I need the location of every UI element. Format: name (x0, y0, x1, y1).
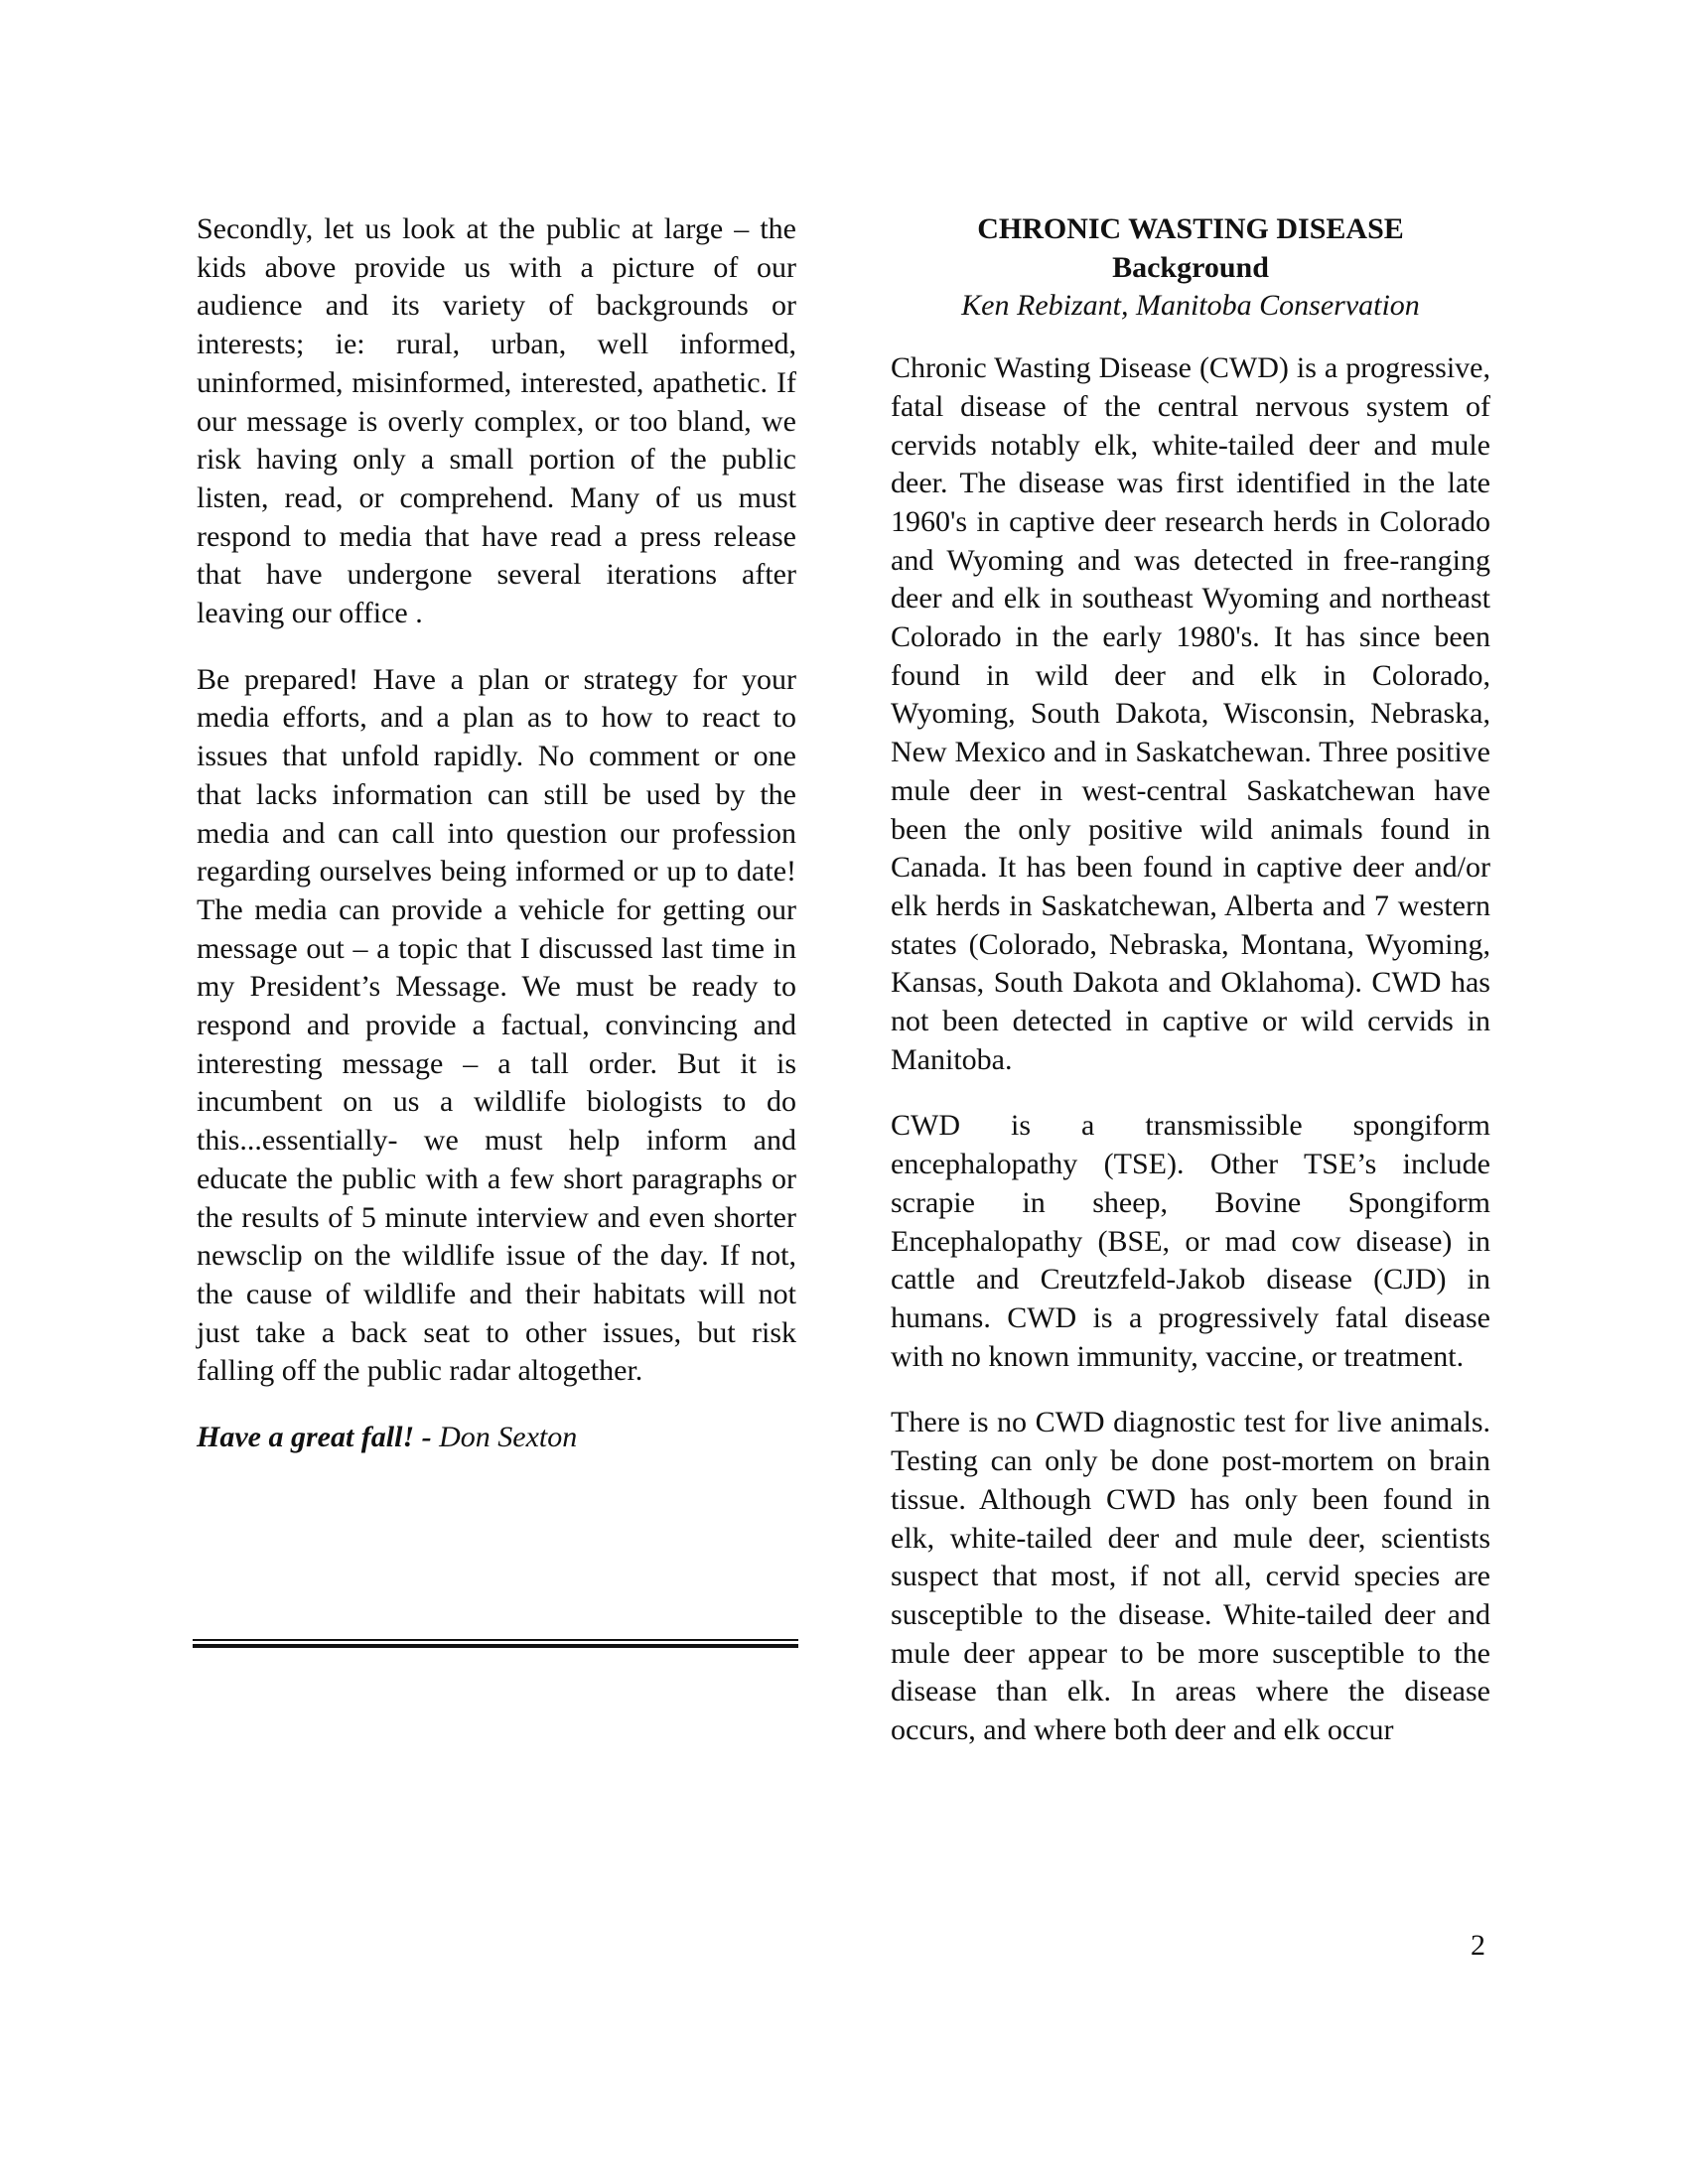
left-paragraph-1: Secondly, let us look at the public at large – the kids above provide us with a picture of our audience and its variety of backgrounds or interests; ie: rural, urban, well informed, uninformed, misinformed, interested, apathetic. If our message is overly complex, or too bland, we risk having only a small portion of the public listen, read, or comprehend. Many of us must respond to media that have read a press release that have undergone several iterations after leaving our office . (197, 212, 796, 630)
page-number: 2 (1471, 1929, 1485, 1962)
left-column (197, 210, 796, 1485)
right-column (891, 210, 1490, 1778)
article-author: Ken Rebizant, Manitoba Conservation (961, 289, 1420, 323)
right-paragraph-2: CWD is a transmissible spongiform encephalopathy (TSE). Other TSE’s include scrapie in sheep, Bovine Spongiform Encephalopathy (BSE, or mad cow disease) in cattle and Creutzfeld-Jakob disease (CJD) in humans. CWD is a progressively fatal disease with no known immunity, vaccine, or treatment. (891, 1109, 1490, 1373)
article-title: CHRONIC WASTING DISEASE (977, 212, 1404, 245)
section-divider (193, 1639, 798, 1648)
right-paragraph-3: There is no CWD diagnostic test for live animals. Testing can only be done post-mortem on brain tissue. Although CWD has only been found in elk, white-tailed deer and mule deer, scientists suspect that most, if not all, cervid species are susceptible to the disease. White-tailed deer and mule deer appear to be more susceptible to the disease than elk. In areas where the disease occurs, and where both deer and elk occur (891, 1406, 1490, 1747)
signoff (197, 1419, 796, 1457)
signoff-name: Don Sexton (431, 1421, 578, 1454)
right-paragraph-1: Chronic Wasting Disease (CWD) is a progressive, fatal disease of the central nervous system of cervids notably elk, white-tailed deer and mule deer. The disease was first identified in the late 1960's in captive deer research herds in Colorado and Wyoming and was detected in free-ranging deer and elk in southeast Wyoming and northeast Colorado in the early 1980's. It has since been found in wild deer and elk in Colorado, Wyoming, South Dakota, Wisconsin, Nebraska, New Mexico and in Saskatchewan. Three positive mule deer in west-central Saskatchewan have been the only positive wild animals found in Canada. It has been found in captive deer and/or elk herds in Saskatchewan, Alberta and 7 western states (Colorado, Nebraska, Montana, Wyoming, Kansas, South Dakota and Oklahoma). CWD has not been detected in captive or wild cervids in Manitoba. (891, 351, 1490, 1076)
article-subtitle: Background (1112, 250, 1269, 284)
signoff-greeting: Have a great fall! - (197, 1421, 432, 1454)
left-paragraph-2: Be prepared! Have a plan or strategy for your media efforts, and a plan as to how to react to issues that unfold rapidly. No comment or one that lacks information can still be used by the media and can call into question our profession regarding ourselves being informed or up to date! The media can provide a vehicle for getting our message out – a topic that I discussed last time in my President’s Message. We must be ready to respond and provide a factual, convincing and interesting message – a tall order. But it is incumbent on us a wildlife biologists to do this...essentially- we must help inform and educate the public with a few short paragraphs or the results of 5 minute interview and even shorter newsclip on the wildlife issue of the day. If not, the cause of wildlife and their habitats will not just take a back seat to other issues, but risk falling off the public radar altogether. (197, 662, 796, 1388)
article-heading (891, 210, 1490, 326)
